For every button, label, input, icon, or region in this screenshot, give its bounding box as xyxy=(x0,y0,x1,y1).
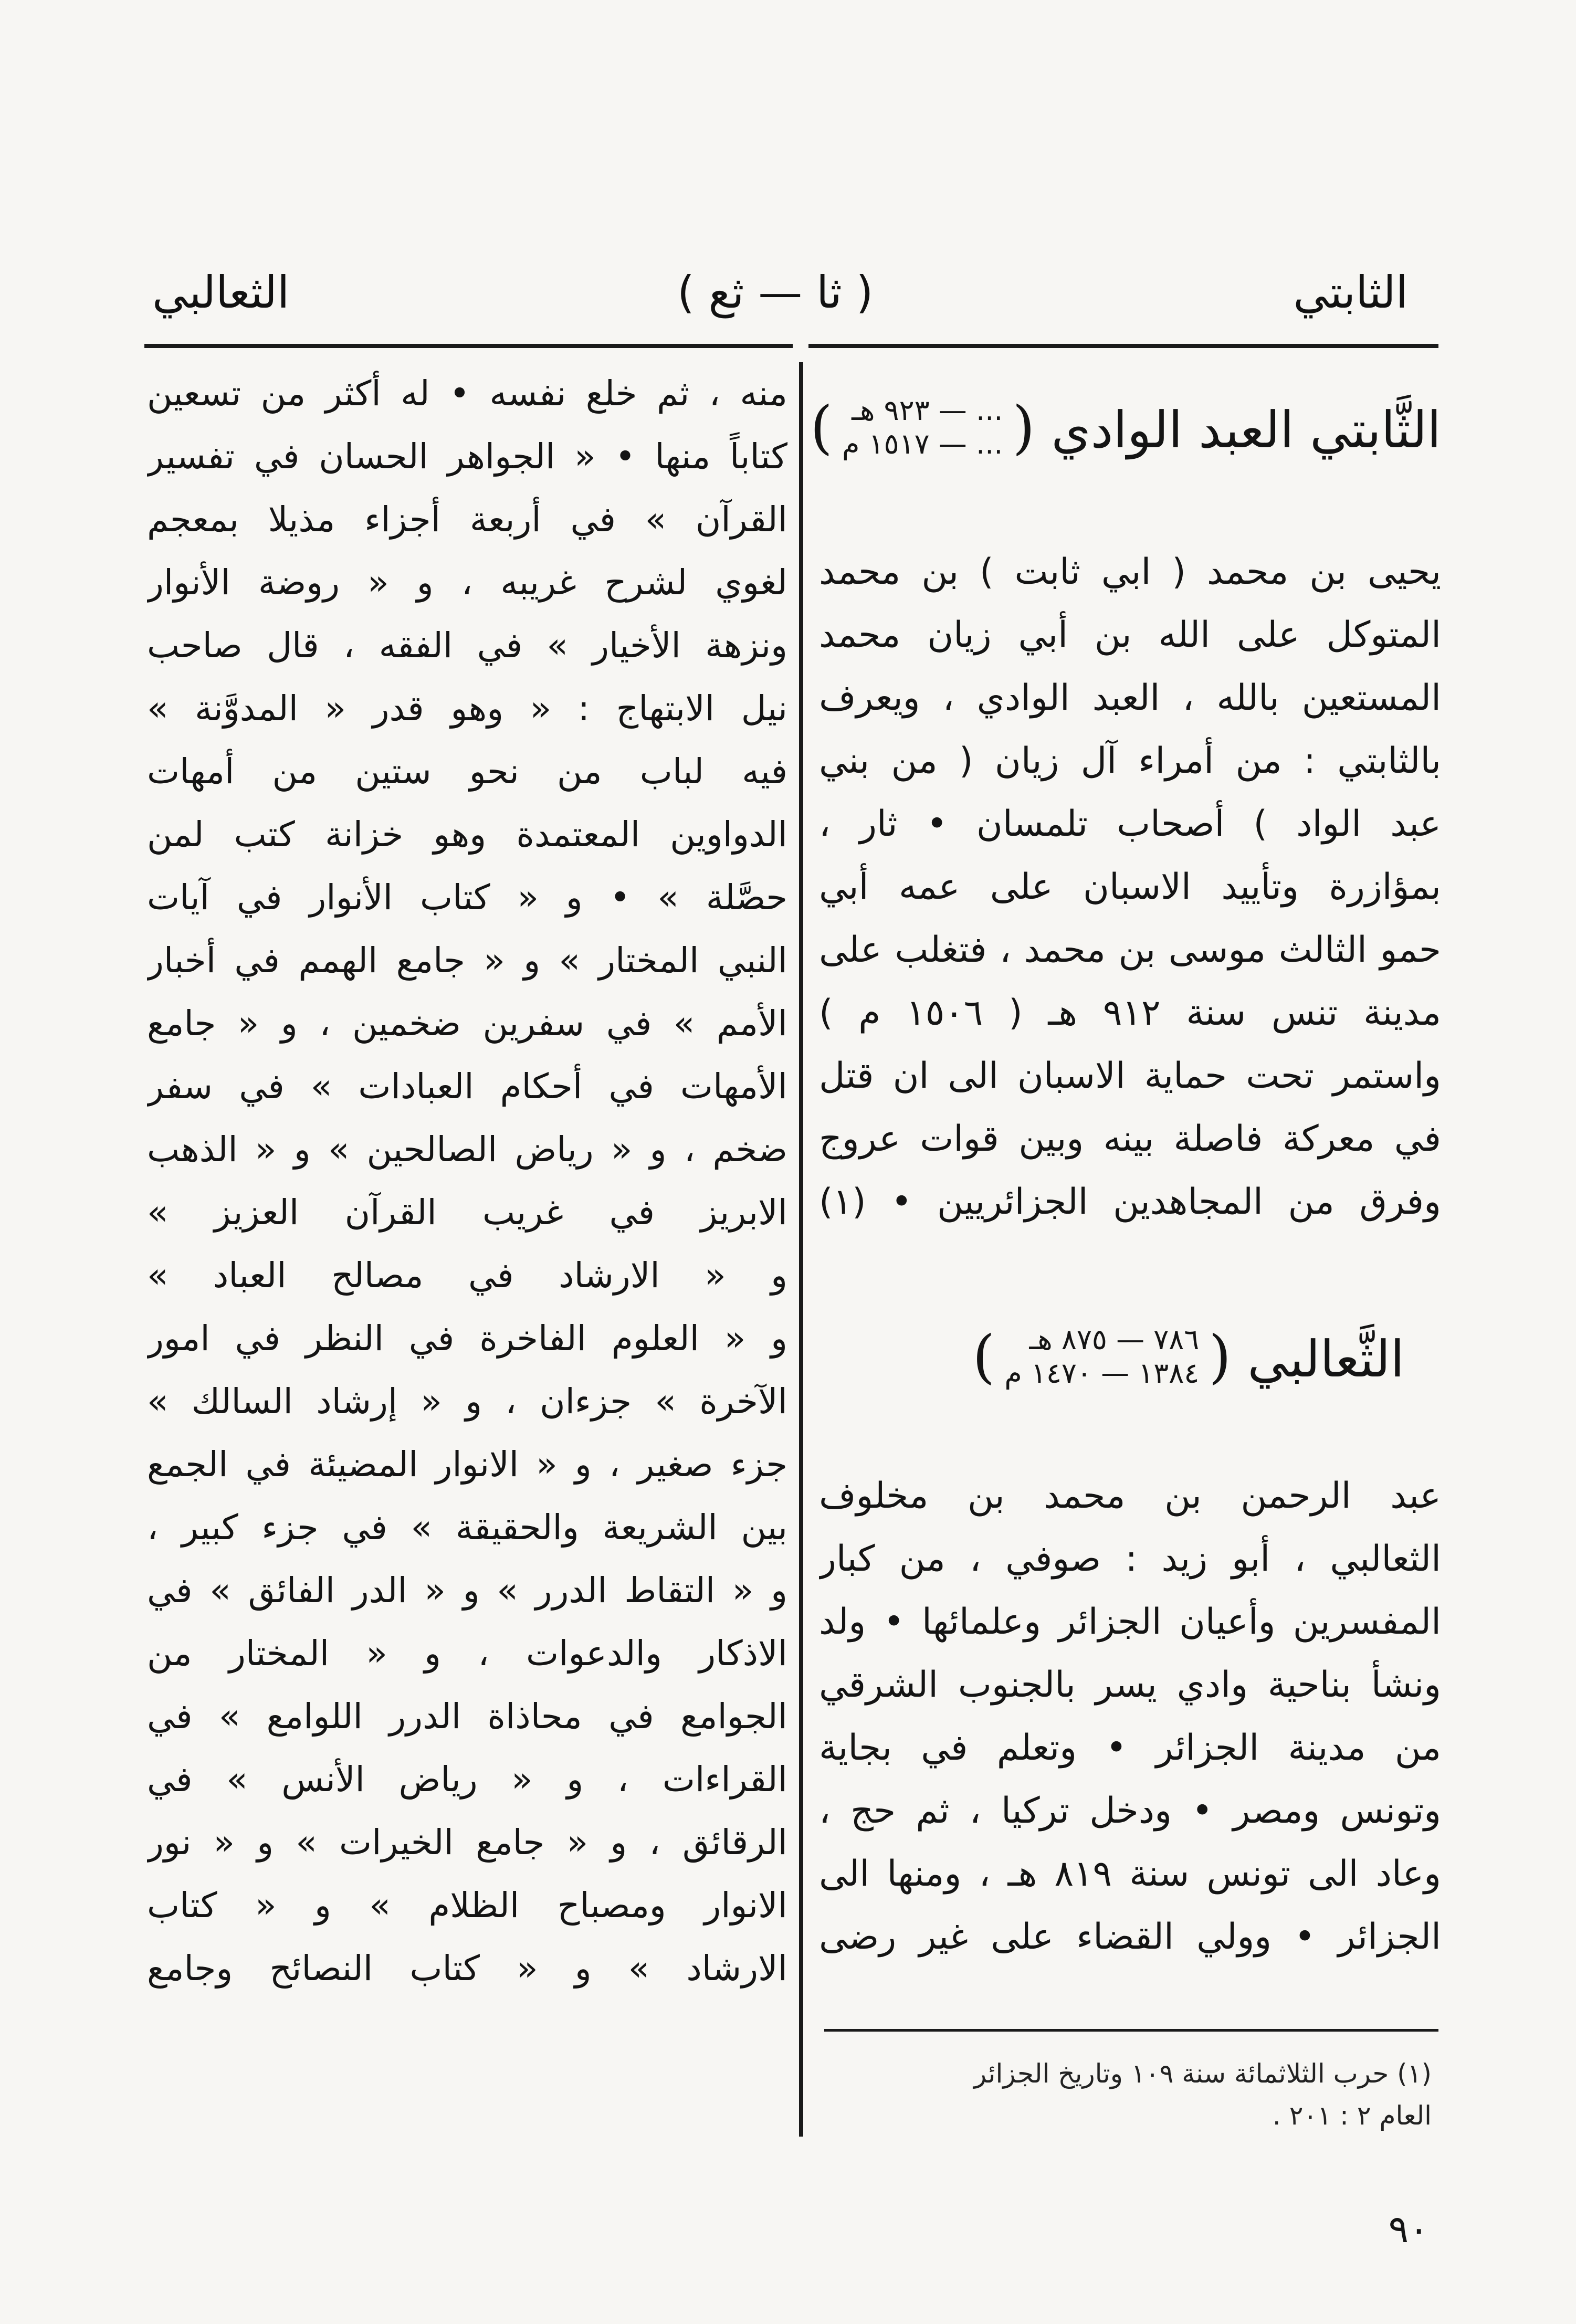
body-line: نيل الابتهاج : « وهو قدر « المدوَّنة » xyxy=(147,688,787,729)
date-gregorian: ١٣٨٤ — ١٤٧٠ م xyxy=(1004,1356,1200,1390)
body-line: القرآن » في أربعة أجزاء مذيلا بمعجم xyxy=(147,499,787,540)
body-line: الأمم » في سفرين ضخمين ، و « جامع xyxy=(147,1003,787,1044)
header-rule-right xyxy=(808,344,1438,348)
body-line: كتاباً منها • « الجواهر الحسان في تفسير xyxy=(147,436,787,477)
body-line: القراءات ، و « رياض الأنس » في xyxy=(147,1759,787,1800)
entry-dates: ( ٧٨٦ — ٨٧٥ هـ ١٣٨٤ — ١٤٧٠ م ) xyxy=(972,1323,1232,1390)
body-line: الدواوين المعتمدة وهو خزانة كتب لمن xyxy=(147,814,787,855)
body-line: ونزهة الأخيار » في الفقه ، قال صاحب xyxy=(147,625,787,666)
entry-body-thabiti xyxy=(819,541,1441,1234)
entry-line: واستمر تحت حماية الاسبان الى ان قتل xyxy=(819,1055,1441,1097)
body-line: حصَّلة » • و « كتاب الأنوار في آيات xyxy=(147,877,787,918)
body-line: و « الارشاد في مصالح العباد » xyxy=(147,1255,787,1296)
entry-name: الثَّعالبي xyxy=(1247,1330,1404,1389)
entry-line: مدينة تنس سنة ٩١٢ هـ ( ١٥٠٦ م ) xyxy=(819,992,1441,1034)
footnote-rule xyxy=(824,2029,1438,2032)
body-line: منه ، ثم خلع نفسه • له أكثر من تسعين xyxy=(147,373,787,414)
entry-line: المستعين بالله ، العبد الوادي ، ويعرف xyxy=(819,677,1441,719)
entry-line: ونشأ بناحية وادي يسر بالجنوب الشرقي xyxy=(819,1664,1441,1706)
body-line: الانوار ومصباح الظلام » و « كتاب xyxy=(147,1885,787,1926)
entry-name: الثَّابتي العبد الوادي xyxy=(1051,401,1441,459)
entry-line: بمؤازرة وتأييد الاسبان على عمه أبي xyxy=(819,866,1441,908)
entry-title-thaalibi xyxy=(972,1323,1404,1390)
footnote-line-1: (١) حرب الثلاثمائة سنة ١٠٩ وتاريخ الجزائر xyxy=(973,2058,1432,2089)
entry-line: يحيى بن محمد ( ابي ثابت ) بن محمد xyxy=(819,551,1441,593)
entry-line: من مدينة الجزائر • وتعلم في بجاية xyxy=(819,1727,1441,1769)
entry-line: وتونس ومصر • ودخل تركيا ، ثم حج ، xyxy=(819,1790,1441,1832)
body-line: الأمهات في أحكام العبادات » في سفر xyxy=(147,1066,787,1107)
running-header-right: الثابتي xyxy=(1293,267,1408,318)
date-gregorian: ... — ١٥١٧ م xyxy=(842,427,1003,460)
body-line: الجوامع في محاذاة الدرر اللوامع » في xyxy=(147,1696,787,1737)
entry-title-thabiti xyxy=(810,394,1441,461)
entry-line: المفسرين وأعيان الجزائر وعلمائها • ولد xyxy=(819,1601,1441,1643)
entry-line: وفرق من المجاهدين الجزائريين • (١) xyxy=(819,1181,1441,1223)
page-number: ٩٠ xyxy=(1388,2207,1429,2251)
entry-line: الجزائر • وولي القضاء على غير رضى xyxy=(819,1916,1441,1958)
entry-line: الثعالبي ، أبو زيد : صوفي ، من كبار xyxy=(819,1538,1441,1580)
body-line: و « العلوم الفاخرة في النظر في امور xyxy=(147,1318,787,1359)
entry-line: حمو الثالث موسى بن محمد ، فتغلب على xyxy=(819,929,1441,971)
right-column xyxy=(810,362,1441,1958)
entry-line: بالثابتي : من أمراء آل زيان ( من بني xyxy=(819,740,1441,782)
date-hijri: ٧٨٦ — ٨٧٥ هـ xyxy=(1029,1323,1200,1356)
date-hijri: ... — ٩٢٣ هـ xyxy=(852,394,1003,427)
body-line: الارشاد » و « كتاب النصائح وجامع xyxy=(147,1948,787,1989)
body-line: و « التقاط الدرر » و « الدر الفائق » في xyxy=(147,1570,787,1611)
entry-dates: ( ... — ٩٢٣ هـ ... — ١٥١٧ م ) xyxy=(810,394,1035,461)
body-line: الرقائق ، و « جامع الخيرات » و « نور xyxy=(147,1822,787,1863)
entry-line: المتوكل على الله بن أبي زيان محمد xyxy=(819,614,1441,656)
body-line: فيه لباب من نحو ستين من أمهات xyxy=(147,751,787,792)
column-divider xyxy=(799,362,803,2137)
body-line: جزء صغير ، و « الانوار المضيئة في الجمع xyxy=(147,1444,787,1485)
body-line: الاذكار والدعوات ، و « المختار من xyxy=(147,1633,787,1674)
entry-line: في معركة فاصلة بينه وبين قوات عروج xyxy=(819,1118,1441,1160)
entry-body-thaalibi xyxy=(819,1465,1441,1969)
running-header-left: الثعالبي xyxy=(152,267,290,318)
footnote-line-2: العام ٢ : ٢٠١ . xyxy=(1272,2100,1432,2131)
entry-line: عبد الواد ) أصحاب تلمسان • ثار ، xyxy=(819,803,1441,845)
left-column xyxy=(147,362,787,1989)
body-line: ضخم ، و « رياض الصالحين » و « الذهب xyxy=(147,1129,787,1170)
body-line: بين الشريعة والحقيقة » في جزء كبير ، xyxy=(147,1507,787,1548)
header-rule-left xyxy=(144,344,793,348)
body-line: الآخرة » جزءان ، و « إرشاد السالك » xyxy=(147,1381,787,1422)
entry-line: وعاد الى تونس سنة ٨١٩ هـ ، ومنها الى xyxy=(819,1853,1441,1895)
body-line: لغوي لشرح غريبه ، و « روضة الأنوار xyxy=(147,562,787,603)
running-header-center: ( ثا — ثع ) xyxy=(677,267,874,318)
body-line: النبي المختار » و « جامع الهمم في أخبار xyxy=(147,940,787,981)
entry-line: عبد الرحمن بن محمد بن مخلوف xyxy=(819,1475,1441,1517)
body-line: الابريز في غريب القرآن العزيز » xyxy=(147,1192,787,1233)
